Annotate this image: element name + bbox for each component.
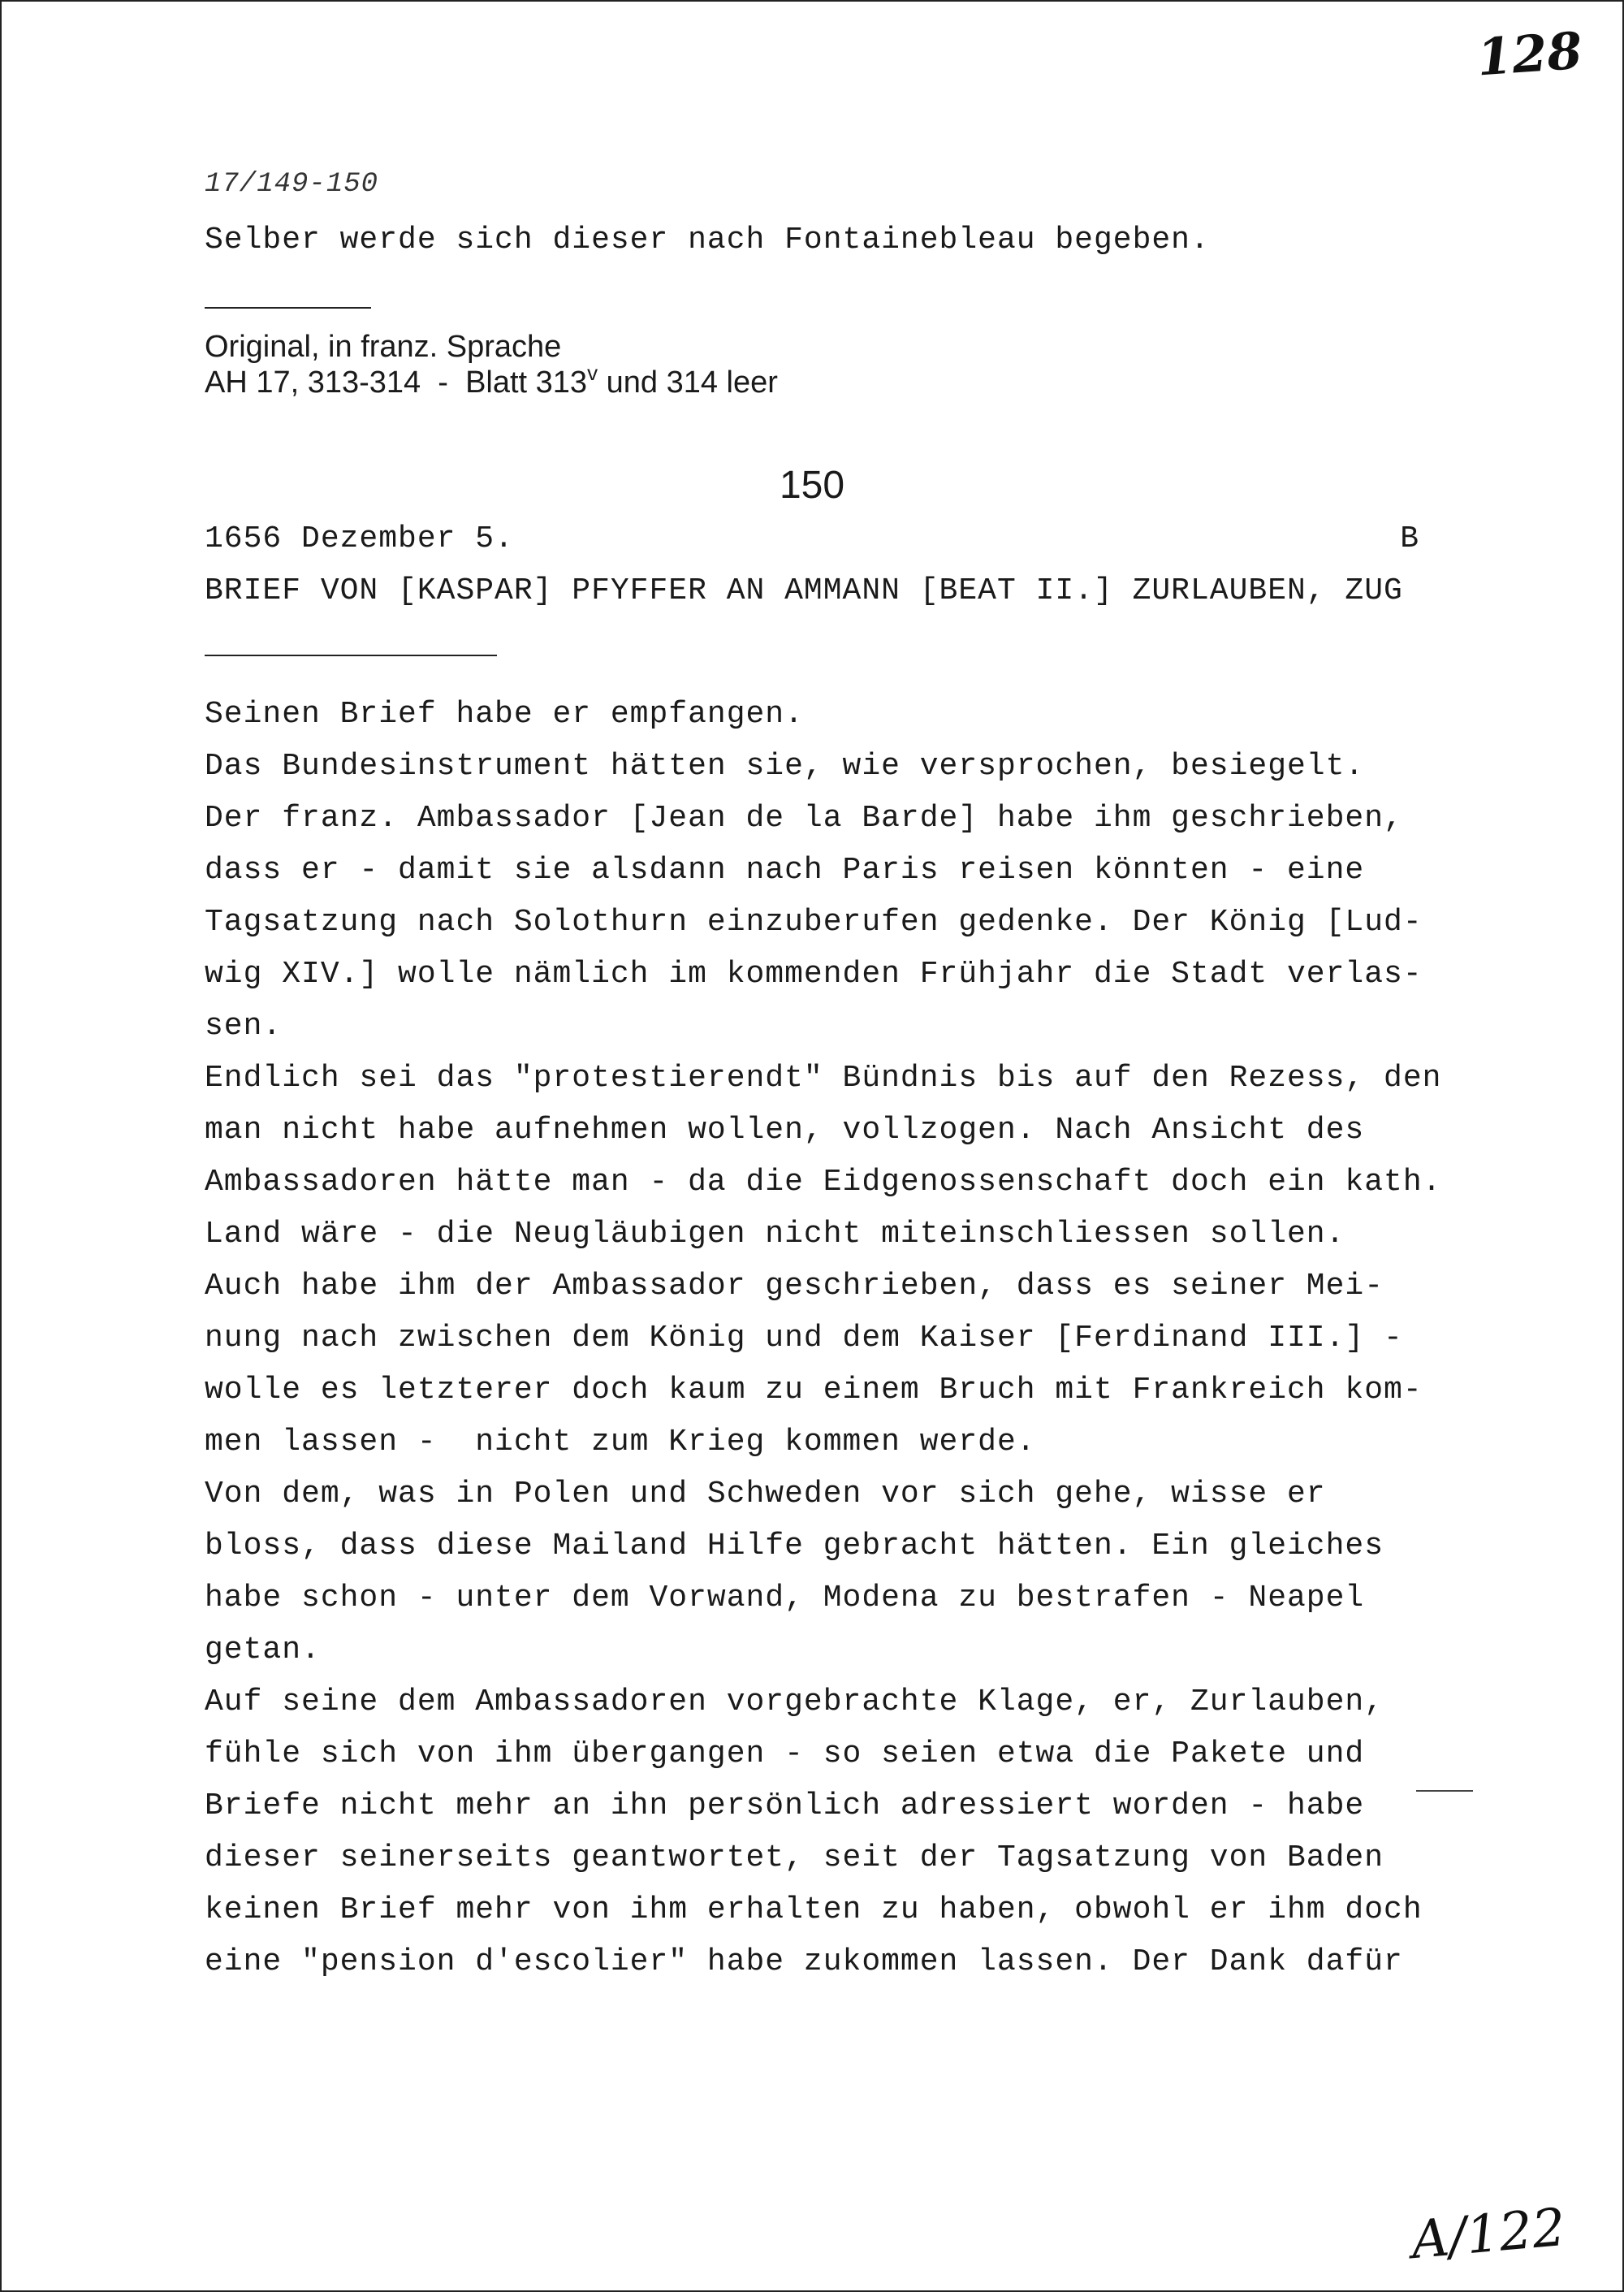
correction-mark	[1416, 1790, 1473, 1792]
body-line: habe schon - unter dem Vorwand, Modena zu bestrafen - Neapel	[205, 1581, 1365, 1615]
intro-sentence: Selber werde sich dieser nach Fontainebleau begeben.	[205, 223, 1210, 257]
body-line: Briefe nicht mehr an ihn persönlich adressiert worden - habe	[205, 1788, 1365, 1823]
body-line: Tagsatzung nach Solothurn einzuberufen gedenke. Der König [Lud-	[205, 905, 1423, 940]
body-line: dass er - damit sie alsdann nach Paris reisen könnten - eine	[205, 853, 1365, 888]
reference-number: 17/149-150	[205, 169, 379, 200]
body-line: Der franz. Ambassador [Jean de la Barde] habe ihm geschrieben,	[205, 801, 1403, 836]
body-text	[205, 689, 1441, 1988]
body-line: Auf seine dem Ambassadoren vorgebrachte Klage, er, Zurlauben,	[205, 1684, 1384, 1719]
handwritten-page-number: 128	[1475, 20, 1584, 88]
body-line: Land wäre - die Neugläubigen nicht miteinschliessen sollen.	[205, 1217, 1345, 1252]
body-line: fühle sich von ihm übergangen - so seien etwa die Pakete und	[205, 1736, 1365, 1771]
body-line: Von dem, was in Polen und Schweden vor sich gehe, wisse er	[205, 1477, 1326, 1511]
document-date: 1656 Dezember 5.	[205, 521, 514, 556]
document-title: BRIEF VON [KASPAR] PFYFFER AN AMMANN [BEAT II.] ZURLAUBEN, ZUG	[205, 573, 1403, 608]
original-note: Original, in franz. Sprache	[205, 330, 562, 364]
body-line: wig XIV.] wolle nämlich im kommenden Frühjahr die Stadt verlas-	[205, 957, 1423, 992]
body-line: man nicht habe aufnehmen wollen, vollzogen. Nach Ansicht des	[205, 1113, 1365, 1148]
body-line: men lassen - nicht zum Krieg kommen werde.	[205, 1425, 1036, 1460]
document-number: 150	[779, 464, 845, 507]
body-line: wolle es letzterer doch kaum zu einem Bruch mit Frankreich kom-	[205, 1373, 1423, 1408]
handwritten-archive-number: A/122	[1409, 2197, 1568, 2272]
body-line: Endlich sei das "protestierendt" Bündnis bis auf den Rezess, den	[205, 1061, 1442, 1096]
verso-superscript: v	[587, 361, 598, 385]
body-line: Auch habe ihm der Ambassador geschrieben, dass es seiner Mei-	[205, 1269, 1384, 1304]
separator-rule	[205, 307, 371, 309]
body-line: getan.	[205, 1633, 321, 1667]
body-line: Seinen Brief habe er empfangen.	[205, 697, 804, 732]
body-line: bloss, dass diese Mailand Hilfe gebracht hätten. Ein gleiches	[205, 1529, 1384, 1563]
body-line: sen.	[205, 1009, 283, 1044]
body-line: eine "pension d'escolier" habe zukommen lassen. Der Dank dafür	[205, 1944, 1403, 1979]
body-line: Ambassadoren hätte man - da die Eidgenossenschaft doch ein kath.	[205, 1165, 1442, 1200]
archive-location-main: AH 17, 313-314 - Blatt 313	[205, 365, 588, 400]
body-line: keinen Brief mehr von ihm erhalten zu haben, obwohl er ihm doch	[205, 1892, 1423, 1927]
body-line: dieser seinerseits geantwortet, seit der Tagsatzung von Baden	[205, 1840, 1384, 1875]
document-type-letter: B	[1400, 521, 1419, 556]
body-line: Das Bundesinstrument hätten sie, wie versprochen, besiegelt.	[205, 749, 1365, 784]
separator-rule	[205, 655, 497, 656]
archive-location	[205, 361, 778, 400]
body-line: nung nach zwischen dem König und dem Kaiser [Ferdinand III.] -	[205, 1321, 1403, 1356]
archive-location-rest: und 314 leer	[598, 365, 778, 400]
